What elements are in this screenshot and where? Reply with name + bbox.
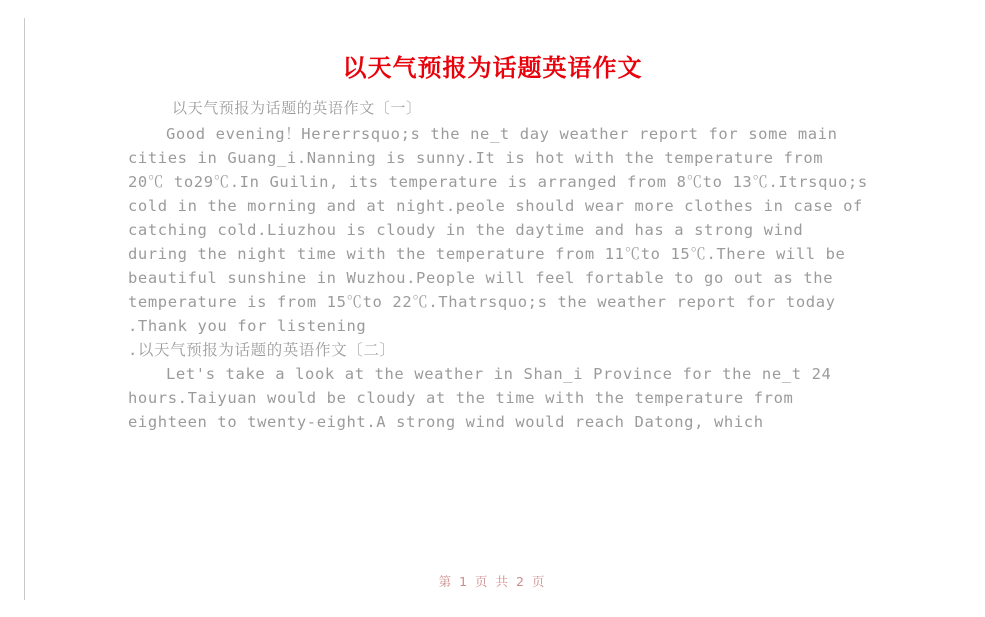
document-body xyxy=(128,96,878,434)
section-heading-two: .以天气预报为话题的英语作文〔二〕 xyxy=(128,341,396,359)
section-heading-one: 以天气预报为话题的英语作文〔一〕 xyxy=(172,99,422,117)
page-footer: 第 1 页 共 2 页 xyxy=(438,574,547,589)
page-left-margin-rule xyxy=(24,18,25,600)
section-paragraph-two: Let's take a look at the weather in Shan_i Province for the ne_t 24 hours.Taiyuan would be cloudy at the time with the temperature from eighteen to twenty-eight.A strong wind would reach Datong, which xyxy=(128,365,842,431)
page-title: 以天气预报为话题英语作文 xyxy=(342,54,643,82)
section-paragraph-one: Good evening！Hererrsquo;s the ne_t day weather report for some main cities in Guang_i.Nanning is sunny.It is hot with the temperature from 20℃ to29℃.In Guilin, its temperature is arranged from 8℃to 13℃.Itrsquo;s cold in the morning and at night.peole should wear more clothes in case of catching cold.Liuzhou is cloudy in the daytime and has a strong wind during the night time with the temperature from 11℃to 15℃.There will be beautiful sunshine in Wuzhou.People will feel fortable to go out as the temperature is from 15℃to 22℃.Thatrsquo;s the weather report for today .Thank you for listening xyxy=(128,125,878,335)
